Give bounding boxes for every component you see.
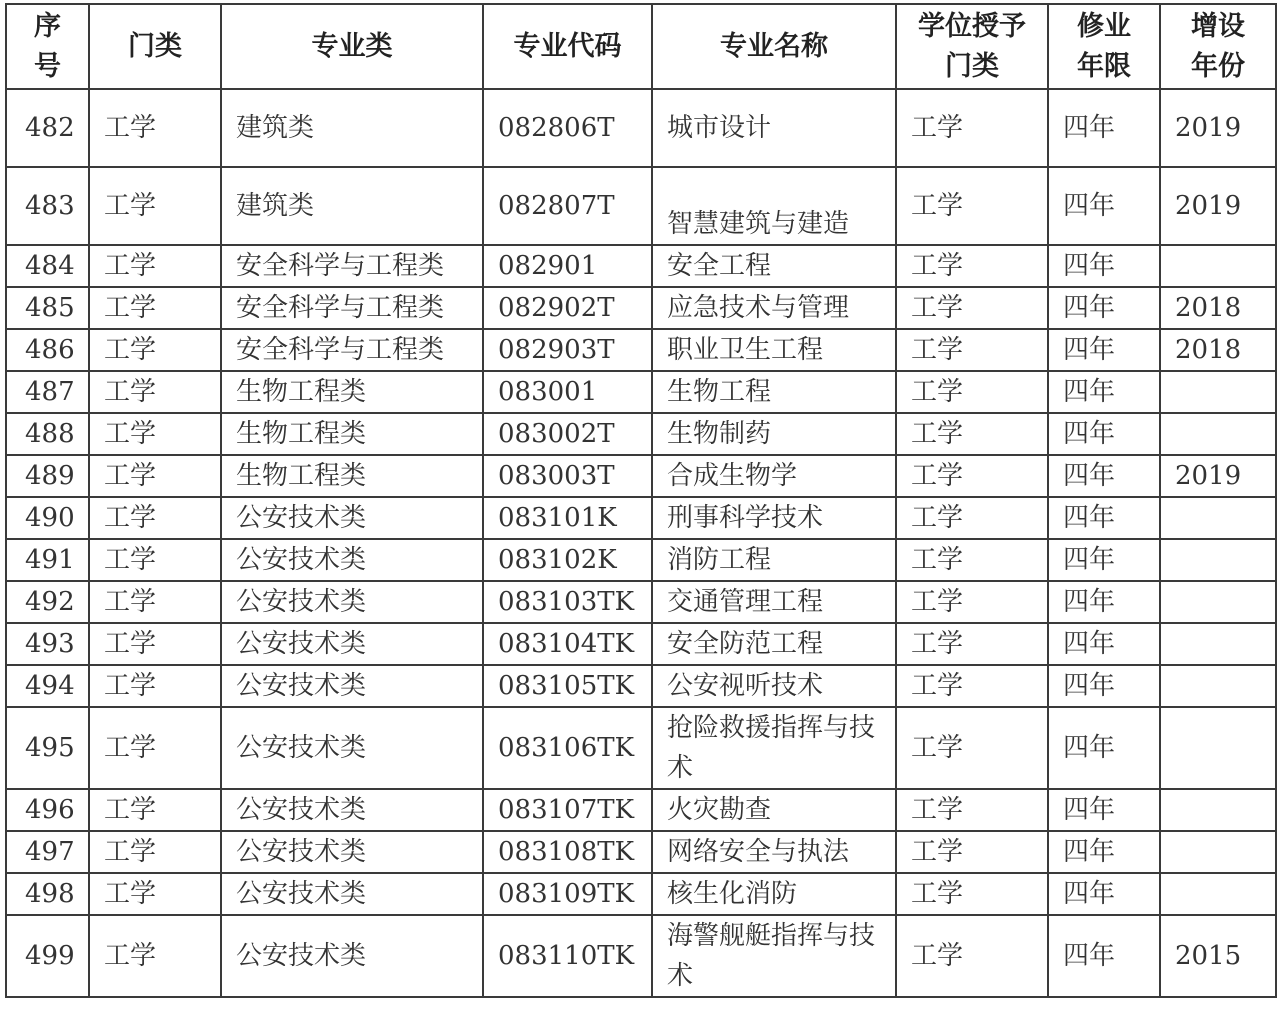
cell-year-added: 2015 (1160, 915, 1276, 997)
cell-year-added (1160, 623, 1276, 665)
cell-duration: 四年 (1048, 287, 1160, 329)
cell-category: 工学 (89, 287, 221, 329)
cell-degree: 工学 (896, 915, 1048, 997)
cell-category: 工学 (89, 707, 221, 789)
cell-code: 083002T (483, 413, 652, 455)
cell-degree: 工学 (896, 497, 1048, 539)
cell-year-added (1160, 497, 1276, 539)
cell-category: 工学 (89, 167, 221, 245)
cell-seq: 484 (6, 245, 89, 287)
cell-degree: 工学 (896, 707, 1048, 789)
header-seq: 序号 (6, 4, 89, 89)
cell-category: 工学 (89, 245, 221, 287)
cell-major-class: 公安技术类 (221, 707, 483, 789)
cell-category: 工学 (89, 89, 221, 167)
cell-major-name: 网络安全与执法 (652, 831, 896, 873)
cell-duration: 四年 (1048, 831, 1160, 873)
cell-major-name: 生物制药 (652, 413, 896, 455)
cell-year-added (1160, 831, 1276, 873)
cell-code: 083001 (483, 371, 652, 413)
cell-category: 工学 (89, 623, 221, 665)
cell-code: 083101K (483, 497, 652, 539)
cell-category: 工学 (89, 455, 221, 497)
cell-code: 082903T (483, 329, 652, 371)
cell-major-name: 城市设计 (652, 89, 896, 167)
cell-major-class: 公安技术类 (221, 539, 483, 581)
cell-duration: 四年 (1048, 707, 1160, 789)
cell-major-name: 生物工程 (652, 371, 896, 413)
table-row (6, 873, 1276, 915)
table-row (6, 287, 1276, 329)
cell-year-added (1160, 789, 1276, 831)
cell-duration: 四年 (1048, 329, 1160, 371)
cell-code: 082902T (483, 287, 652, 329)
cell-duration: 四年 (1048, 665, 1160, 707)
cell-code: 082901 (483, 245, 652, 287)
cell-seq: 483 (6, 167, 89, 245)
cell-code: 082806T (483, 89, 652, 167)
cell-year-added: 2019 (1160, 455, 1276, 497)
cell-year-added: 2018 (1160, 287, 1276, 329)
cell-seq: 495 (6, 707, 89, 789)
cell-degree: 工学 (896, 245, 1048, 287)
cell-category: 工学 (89, 873, 221, 915)
cell-code: 083104TK (483, 623, 652, 665)
cell-category: 工学 (89, 915, 221, 997)
cell-duration: 四年 (1048, 623, 1160, 665)
cell-major-name: 公安视听技术 (652, 665, 896, 707)
cell-major-name: 智慧建筑与建造 (652, 167, 896, 245)
cell-year-added: 2019 (1160, 89, 1276, 167)
cell-category: 工学 (89, 497, 221, 539)
table-row (6, 831, 1276, 873)
cell-code: 083110TK (483, 915, 652, 997)
cell-duration: 四年 (1048, 89, 1160, 167)
cell-seq: 491 (6, 539, 89, 581)
cell-category: 工学 (89, 789, 221, 831)
cell-category: 工学 (89, 831, 221, 873)
cell-degree: 工学 (896, 371, 1048, 413)
cell-seq: 492 (6, 581, 89, 623)
cell-major-class: 安全科学与工程类 (221, 287, 483, 329)
cell-code: 083105TK (483, 665, 652, 707)
cell-year-added (1160, 539, 1276, 581)
cell-code: 082807T (483, 167, 652, 245)
cell-seq: 488 (6, 413, 89, 455)
cell-seq: 493 (6, 623, 89, 665)
cell-degree: 工学 (896, 831, 1048, 873)
cell-seq: 496 (6, 789, 89, 831)
table-row (6, 89, 1276, 167)
cell-seq: 497 (6, 831, 89, 873)
cell-code: 083109TK (483, 873, 652, 915)
table-row (6, 245, 1276, 287)
cell-degree: 工学 (896, 287, 1048, 329)
cell-seq: 487 (6, 371, 89, 413)
cell-major-class: 公安技术类 (221, 497, 483, 539)
cell-seq: 482 (6, 89, 89, 167)
cell-major-class: 公安技术类 (221, 873, 483, 915)
cell-degree: 工学 (896, 581, 1048, 623)
cell-major-name: 火灾勘查 (652, 789, 896, 831)
cell-duration: 四年 (1048, 371, 1160, 413)
cell-seq: 489 (6, 455, 89, 497)
header-category: 门类 (89, 4, 221, 89)
cell-major-class: 公安技术类 (221, 623, 483, 665)
cell-major-class: 生物工程类 (221, 371, 483, 413)
cell-major-class: 公安技术类 (221, 665, 483, 707)
cell-seq: 498 (6, 873, 89, 915)
cell-duration: 四年 (1048, 167, 1160, 245)
cell-duration: 四年 (1048, 789, 1160, 831)
cell-category: 工学 (89, 665, 221, 707)
cell-code: 083108TK (483, 831, 652, 873)
cell-major-name: 合成生物学 (652, 455, 896, 497)
cell-major-name: 安全工程 (652, 245, 896, 287)
header-code: 专业代码 (483, 4, 652, 89)
table-row (6, 371, 1276, 413)
header-duration: 修业年限 (1048, 4, 1160, 89)
cell-category: 工学 (89, 539, 221, 581)
cell-degree: 工学 (896, 413, 1048, 455)
header-degree: 学位授予门类 (896, 4, 1048, 89)
cell-code: 083103TK (483, 581, 652, 623)
cell-degree: 工学 (896, 89, 1048, 167)
cell-code: 083107TK (483, 789, 652, 831)
cell-duration: 四年 (1048, 873, 1160, 915)
cell-major-class: 公安技术类 (221, 581, 483, 623)
table-row (6, 915, 1276, 997)
cell-degree: 工学 (896, 455, 1048, 497)
cell-degree: 工学 (896, 873, 1048, 915)
cell-seq: 499 (6, 915, 89, 997)
cell-degree: 工学 (896, 167, 1048, 245)
cell-category: 工学 (89, 413, 221, 455)
cell-code: 083106TK (483, 707, 652, 789)
cell-duration: 四年 (1048, 413, 1160, 455)
table-row (6, 623, 1276, 665)
cell-year-added (1160, 873, 1276, 915)
cell-degree: 工学 (896, 789, 1048, 831)
cell-major-class: 安全科学与工程类 (221, 329, 483, 371)
cell-major-class: 安全科学与工程类 (221, 245, 483, 287)
cell-major-class: 建筑类 (221, 89, 483, 167)
header-major-class: 专业类 (221, 4, 483, 89)
table-row (6, 581, 1276, 623)
cell-major-name: 应急技术与管理 (652, 287, 896, 329)
cell-major-name: 安全防范工程 (652, 623, 896, 665)
majors-table (5, 3, 1277, 998)
cell-seq: 494 (6, 665, 89, 707)
table-row (6, 789, 1276, 831)
cell-seq: 485 (6, 287, 89, 329)
header-year-added: 增设年份 (1160, 4, 1276, 89)
cell-major-name: 消防工程 (652, 539, 896, 581)
cell-duration: 四年 (1048, 915, 1160, 997)
header-row (6, 4, 1276, 89)
cell-duration: 四年 (1048, 539, 1160, 581)
cell-major-class: 生物工程类 (221, 413, 483, 455)
table-row (6, 497, 1276, 539)
cell-major-class: 公安技术类 (221, 915, 483, 997)
cell-year-added (1160, 371, 1276, 413)
cell-degree: 工学 (896, 329, 1048, 371)
cell-seq: 490 (6, 497, 89, 539)
table-row (6, 539, 1276, 581)
table-row (6, 167, 1276, 245)
header-name: 专业名称 (652, 4, 896, 89)
cell-year-added (1160, 413, 1276, 455)
cell-major-class: 生物工程类 (221, 455, 483, 497)
cell-degree: 工学 (896, 539, 1048, 581)
cell-duration: 四年 (1048, 497, 1160, 539)
cell-category: 工学 (89, 371, 221, 413)
cell-category: 工学 (89, 329, 221, 371)
table-row (6, 455, 1276, 497)
table-row (6, 665, 1276, 707)
cell-year-added (1160, 707, 1276, 789)
table-body (6, 89, 1276, 997)
cell-major-class: 公安技术类 (221, 831, 483, 873)
cell-duration: 四年 (1048, 245, 1160, 287)
cell-major-name: 抢险救援指挥与技术 (652, 707, 896, 789)
cell-major-name: 核生化消防 (652, 873, 896, 915)
table-row (6, 707, 1276, 789)
cell-major-name: 职业卫生工程 (652, 329, 896, 371)
cell-major-name: 海警舰艇指挥与技术 (652, 915, 896, 997)
cell-year-added (1160, 665, 1276, 707)
cell-code: 083003T (483, 455, 652, 497)
cell-year-added (1160, 245, 1276, 287)
table-row (6, 413, 1276, 455)
cell-seq: 486 (6, 329, 89, 371)
cell-duration: 四年 (1048, 581, 1160, 623)
cell-year-added: 2019 (1160, 167, 1276, 245)
cell-major-class: 建筑类 (221, 167, 483, 245)
cell-duration: 四年 (1048, 455, 1160, 497)
cell-major-name: 刑事科学技术 (652, 497, 896, 539)
table-row (6, 329, 1276, 371)
cell-degree: 工学 (896, 623, 1048, 665)
cell-degree: 工学 (896, 665, 1048, 707)
cell-year-added: 2018 (1160, 329, 1276, 371)
cell-major-name: 交通管理工程 (652, 581, 896, 623)
cell-category: 工学 (89, 581, 221, 623)
cell-code: 083102K (483, 539, 652, 581)
cell-major-class: 公安技术类 (221, 789, 483, 831)
cell-year-added (1160, 581, 1276, 623)
